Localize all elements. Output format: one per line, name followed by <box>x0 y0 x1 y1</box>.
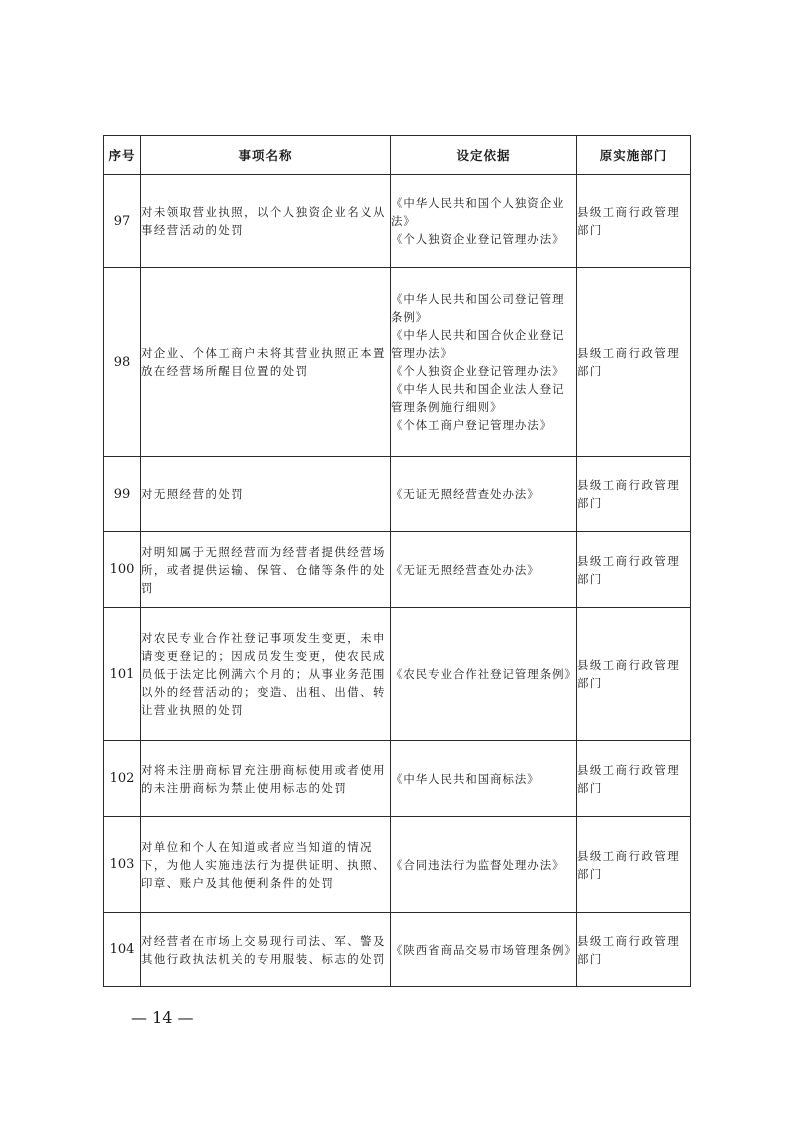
row-name: 对明知属于无照经营而为经营者提供经营场所，或者提供运输、保管、仓储等条件的处罚 <box>141 532 391 608</box>
header-name: 事项名称 <box>141 136 391 175</box>
table-row <box>104 457 691 532</box>
row-basis: 《合同违法行为监督处理办法》 <box>391 817 577 913</box>
table-row <box>104 741 691 817</box>
row-name: 对单位和个人在知道或者应当知道的情况下，为他人实施违法行为提供证明、执照、印章、账户及其他便利条件的处罚 <box>141 817 391 913</box>
table-row <box>104 175 691 268</box>
row-dept: 县级工商行政管理部门 <box>577 817 691 913</box>
table-row <box>104 268 691 457</box>
row-dept: 县级工商行政管理部门 <box>577 175 691 268</box>
row-basis: 《无证无照经营查处办法》 <box>391 457 577 532</box>
row-no: 98 <box>104 268 141 457</box>
row-basis: 《中华人民共和国公司登记管理条例》 《中华人民共和国合伙企业登记管理办法》 《个人独资企业登记管理办法》 《中华人民共和国企业法人登记管理条例施行细则》 《个体工商户登记管理办法》 <box>391 268 577 457</box>
row-dept: 县级工商行政管理部门 <box>577 457 691 532</box>
row-basis: 《陕西省商品交易市场管理条例》 <box>391 913 577 987</box>
row-dept: 县级工商行政管理部门 <box>577 608 691 741</box>
row-no: 103 <box>104 817 141 913</box>
row-no: 99 <box>104 457 141 532</box>
row-name: 对无照经营的处罚 <box>141 457 391 532</box>
row-basis: 《中华人民共和国商标法》 <box>391 741 577 817</box>
table-header-row <box>104 136 691 175</box>
row-name: 对企业、个体工商户未将其营业执照正本置放在经营场所醒目位置的处罚 <box>141 268 391 457</box>
row-dept: 县级工商行政管理部门 <box>577 532 691 608</box>
row-no: 102 <box>104 741 141 817</box>
row-dept: 县级工商行政管理部门 <box>577 741 691 817</box>
header-basis: 设定依据 <box>391 136 577 175</box>
row-name: 对经营者在市场上交易现行司法、军、警及其他行政执法机关的专用服装、标志的处罚 <box>141 913 391 987</box>
items-table <box>103 135 691 987</box>
row-no: 101 <box>104 608 141 741</box>
row-basis: 《农民专业合作社登记管理条例》 <box>391 608 577 741</box>
header-dept: 原实施部门 <box>577 136 691 175</box>
row-basis: 《中华人民共和国个人独资企业法》 《个人独资企业登记管理办法》 <box>391 175 577 268</box>
header-no: 序号 <box>104 136 141 175</box>
row-dept: 县级工商行政管理部门 <box>577 268 691 457</box>
table-row <box>104 913 691 987</box>
row-name: 对农民专业合作社登记事项发生变更，未申请变更登记的；因成员发生变更，使农民成员低于法定比例满六个月的；从事业务范围以外的经营活动的；变造、出租、出借、转让营业执照的处罚 <box>141 608 391 741</box>
row-no: 104 <box>104 913 141 987</box>
row-no: 97 <box>104 175 141 268</box>
row-dept: 县级工商行政管理部门 <box>577 913 691 987</box>
row-name: 对未领取营业执照，以个人独资企业名义从事经营活动的处罚 <box>141 175 391 268</box>
row-no: 100 <box>104 532 141 608</box>
table-row <box>104 608 691 741</box>
row-name: 对将未注册商标冒充注册商标使用或者使用的未注册商标为禁止使用标志的处罚 <box>141 741 391 817</box>
row-basis: 《无证无照经营查处办法》 <box>391 532 577 608</box>
table-row <box>104 532 691 608</box>
table-row <box>104 817 691 913</box>
page-number: — 14 — <box>131 1008 194 1027</box>
